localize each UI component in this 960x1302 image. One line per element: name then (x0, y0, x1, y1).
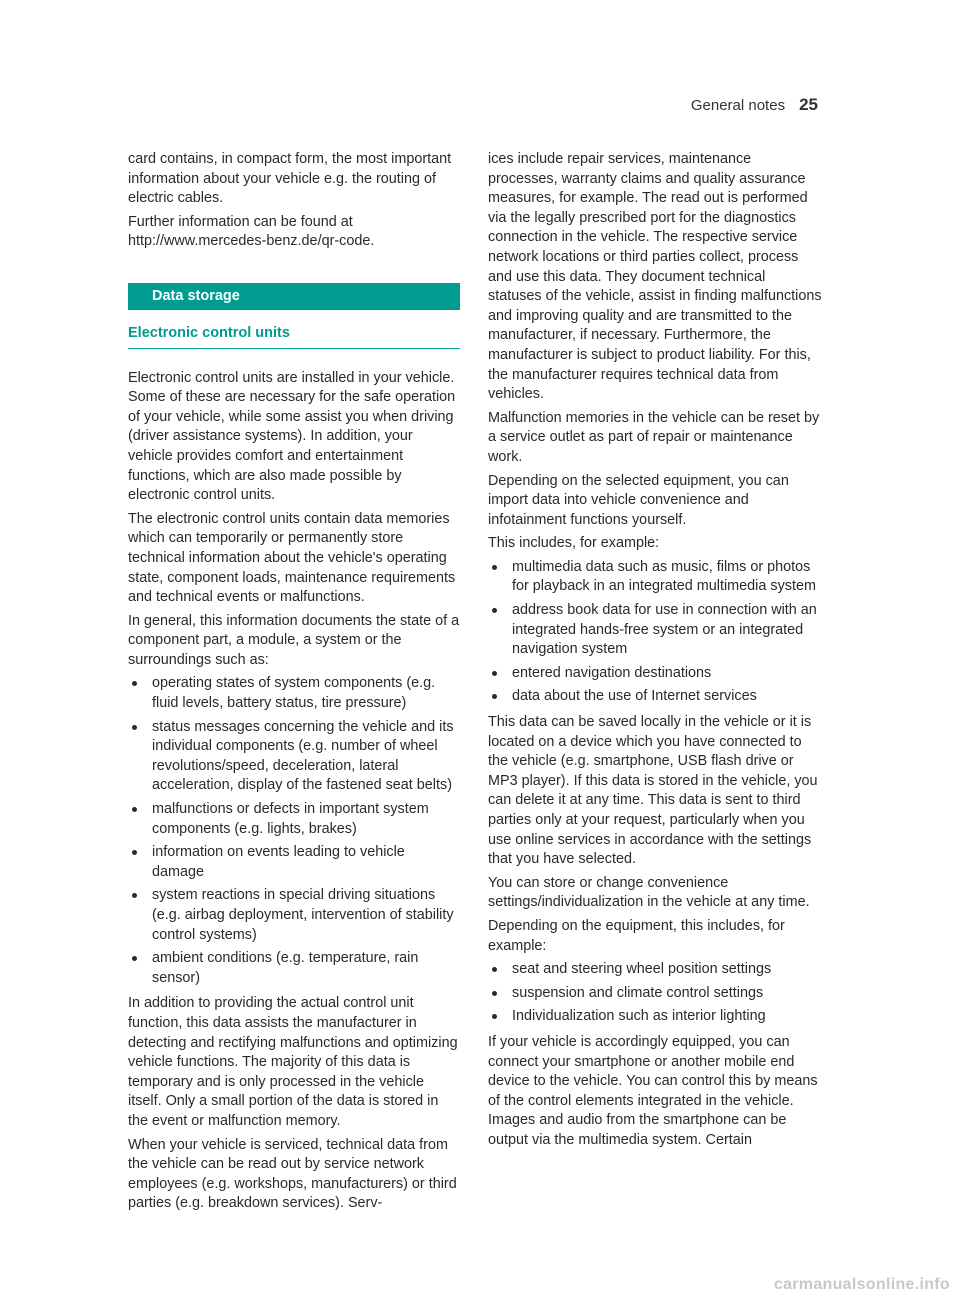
left-paragraphs-before-list (128, 369, 460, 671)
bullet-item: system reactions in special driving situations (e.g. airbag deployment, intervention of stability control systems) (128, 886, 460, 945)
paragraph: Depending on the selected equipment, you can import data into vehicle convenience and infotainment functions yourself. (488, 472, 789, 528)
bullet-item: information on events leading to vehicle damage (128, 843, 460, 882)
right-bullet-list-b (488, 960, 822, 1027)
footer-watermark: carmanualsonline.info (773, 1276, 950, 1293)
bullet-item: seat and steering wheel position settings (488, 960, 822, 980)
left-bullet-list (128, 674, 460, 988)
header-title: General notes (690, 97, 786, 114)
bullet-item: data about the use of Internet services (488, 687, 822, 707)
bullet-item: entered navigation destinations (488, 664, 822, 684)
page-number: 25 (799, 95, 818, 114)
paragraph: You can store or change convenience settings/individualization in the vehicle at any time. (488, 874, 810, 911)
right-bullet-list-a (488, 558, 822, 707)
paragraph: Further information can be found at http://www.mercedes-benz.de/qr-code. (128, 213, 375, 250)
right-paragraphs-a (488, 150, 822, 554)
paragraph: ices include repair services, maintenance processes, warranty claims and quality assurance measures, for example. The read out is performed via the legally prescribed port for the diagnostics connection in the vehicle. The respective service network locations or third parties collect, process and use this data. They document technical statuses of the vehicle, assist in finding malfunctions and improving quality and are transmitted to the manufacturer, if necessary. Furthermore, the manufacturer is subject to product liability. For this, the manufacturer requires technical data from vehicles. (488, 151, 822, 403)
right-column (488, 150, 822, 1155)
paragraph: If your vehicle is accordingly equipped, you can connect your smartphone or another mobile end device to the vehicle. You can control this by means of the control elements integrated in the vehicle. Images and audio from the smartphone can be output via the multimedia system. Certain (488, 1033, 818, 1148)
bullet-item: ambient conditions (e.g. temperature, rain sensor) (128, 949, 460, 988)
bullet-item: Individualization such as interior lighting (488, 1007, 822, 1027)
paragraph: Depending on the equipment, this includes, for example: (488, 917, 785, 954)
paragraph: This data can be saved locally in the vehicle or it is located on a device which you have connected to the vehicle (e.g. smartphone, USB flash drive or MP3 player). If this data is stored in the vehicle, you can delete it at any time. This data is sent to third parties only at your request, particularly when you use online services in accordance with the settings that you have selected. (488, 714, 818, 868)
paragraph: This includes, for example: (488, 535, 660, 552)
bullet-item: multimedia data such as music, films or photos for playback in an integrated multimedia system (488, 558, 822, 597)
page-header (691, 95, 818, 115)
bullet-item: status messages concerning the vehicle and its individual components (e.g. number of wheel revolutions/speed, deceleration, lateral acceleration, display of the fastened seat belts) (128, 718, 460, 796)
left-column (128, 150, 460, 1218)
intro-paragraphs (128, 150, 460, 252)
bullet-item: operating states of system components (e.g. fluid levels, battery status, tire pressure) (128, 674, 460, 713)
bullet-item: address book data for use in connection with an integrated hands-free system or an integrated navigation system (488, 601, 822, 660)
paragraph: Electronic control units are installed in your vehicle. Some of these are necessary for the safe operation of your vehicle, while some assist you when driving (driver assistance systems). In addition, your vehicle provides comfort and entertainment functions, which are also made possible by electronic control units. (128, 369, 456, 504)
section-title-data-storage: Data storage (128, 283, 460, 310)
subsection-title-electronic-control-units: Electronic control units (128, 324, 460, 349)
paragraph: In general, this information documents the state of a component part, a module, a system or the surroundings such as: (128, 612, 460, 668)
right-paragraphs-b (488, 713, 822, 956)
left-paragraphs-after-list (128, 994, 460, 1214)
paragraph: When your vehicle is serviced, technical data from the vehicle can be read out by service network employees (e.g. workshops, manufacturers) or third parties (e.g. breakdown services). Serv- (128, 1136, 457, 1212)
paragraph: The electronic control units contain data memories which can temporarily or permanently store technical information about the vehicle's operating state, component loads, maintenance requirements and technical events or malfunctions. (128, 510, 456, 606)
paragraph: In addition to providing the actual control unit function, this data assists the manufacturer in detecting and rectifying malfunctions and optimizing vehicle functions. The majority of this data is temporary and is only processed in the vehicle itself. Only a small portion of the data is stored in the event or malfunction memory. (128, 995, 458, 1129)
bullet-item: suspension and climate control settings (488, 984, 822, 1004)
right-paragraphs-c (488, 1033, 822, 1151)
paragraph: card contains, in compact form, the most important information about your vehicle e.g. the routing of electric cables. (128, 151, 452, 207)
paragraph: Malfunction memories in the vehicle can be reset by a service outlet as part of repair or maintenance work. (488, 409, 820, 465)
bullet-item: malfunctions or defects in important system components (e.g. lights, brakes) (128, 800, 460, 839)
